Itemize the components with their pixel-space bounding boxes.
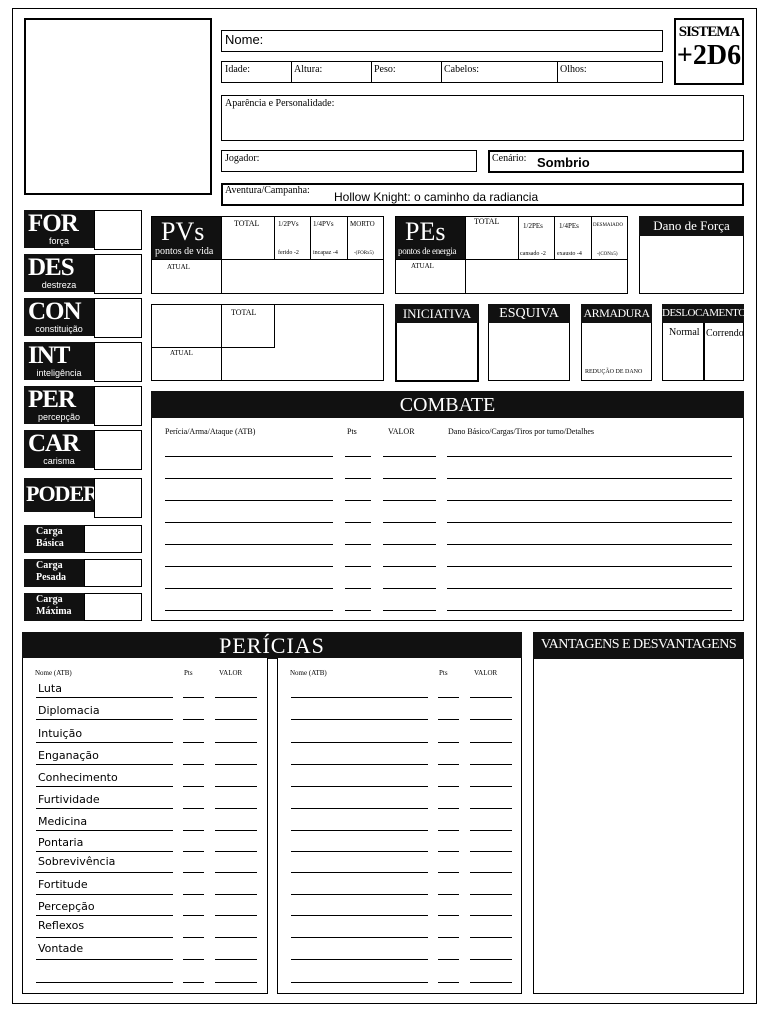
attr-car-name: carisma bbox=[43, 456, 75, 466]
pericia-right-row-2-field-1[interactable] bbox=[291, 719, 428, 720]
skill-name: Fortitude bbox=[38, 878, 88, 891]
deslocamento-normal-value[interactable] bbox=[663, 340, 703, 380]
pericia-left-row-9-field-1[interactable] bbox=[36, 872, 173, 873]
logo-bottom-text: +2D6 bbox=[676, 40, 742, 71]
combate-row-7-field-3[interactable] bbox=[383, 588, 436, 589]
pericia-left-row-11-field-1[interactable] bbox=[36, 915, 173, 916]
pericia-right-row-10-field-2[interactable] bbox=[438, 894, 459, 895]
pericia-left-row-7-field-2[interactable] bbox=[183, 830, 204, 831]
cenario-field[interactable] bbox=[488, 150, 744, 173]
nome-field[interactable] bbox=[221, 30, 663, 52]
carga-maxima-badge bbox=[24, 593, 84, 621]
carga-pesada-l2: Pesada bbox=[36, 572, 66, 583]
pericia-right-row-3-field-2[interactable] bbox=[438, 742, 459, 743]
pes-cansado-label: cansado -2 bbox=[520, 251, 546, 257]
pericia-right-row-9-field-1[interactable] bbox=[291, 872, 428, 873]
combate-row-5-field-1[interactable] bbox=[165, 544, 333, 545]
pericia-left-row-11-field-3[interactable] bbox=[215, 915, 257, 916]
armadura-header bbox=[581, 304, 652, 323]
idade-label: Idade: bbox=[225, 64, 250, 75]
skill-name: Conhecimento bbox=[38, 771, 118, 784]
combate-row-8-field-1[interactable] bbox=[165, 610, 333, 611]
sistema-2d6-logo bbox=[674, 18, 744, 85]
attr-des-name: destreza bbox=[41, 280, 77, 290]
pericia-left-row-10-field-3[interactable] bbox=[215, 894, 257, 895]
pericia-right-row-9-field-3[interactable] bbox=[470, 872, 512, 873]
pvs-ferido-label: ferido -2 bbox=[278, 250, 299, 256]
pericia-left-row-2-field-1[interactable] bbox=[36, 719, 173, 720]
aventura-value: Hollow Knight: o caminho da radiancia bbox=[334, 190, 539, 204]
altura-label: Altura: bbox=[294, 64, 323, 75]
pericia-right-row-1-field-1[interactable] bbox=[291, 697, 428, 698]
carga-basica-value[interactable] bbox=[84, 525, 142, 553]
combate-row-7-field-2[interactable] bbox=[345, 588, 371, 589]
peso-label: Peso: bbox=[374, 64, 396, 75]
carga-basica-l2: Básica bbox=[36, 538, 64, 549]
iniciativa-header bbox=[395, 304, 479, 323]
pericia-left-row-14-field-1[interactable] bbox=[36, 982, 173, 983]
pericia-left-row-5-field-1[interactable] bbox=[36, 786, 173, 787]
carga-pesada-badge bbox=[24, 559, 84, 587]
pericia-right-row-14-field-1[interactable] bbox=[291, 982, 428, 983]
correndo-label: Correndo bbox=[706, 328, 744, 339]
pes-desmaiado-cell[interactable] bbox=[591, 216, 628, 260]
pericia-right-row-12-field-3[interactable] bbox=[470, 937, 512, 938]
pericia-right-row-5-field-1[interactable] bbox=[291, 786, 428, 787]
pericia-left-row-1-field-3[interactable] bbox=[215, 697, 257, 698]
armadura-label: ARMADURA bbox=[583, 306, 650, 320]
combate-row-1-field-4[interactable] bbox=[447, 456, 732, 457]
combate-row-5-field-2[interactable] bbox=[345, 544, 371, 545]
deslocamento-label: DESLOCAMENTO bbox=[662, 307, 746, 319]
combate-row-4-field-4[interactable] bbox=[447, 522, 732, 523]
pericia-left-row-6-field-2[interactable] bbox=[183, 808, 204, 809]
pericia-left-row-2-field-2[interactable] bbox=[183, 719, 204, 720]
combate-row-6-field-4[interactable] bbox=[447, 566, 732, 567]
skill-name: Vontade bbox=[38, 942, 84, 955]
pericia-left-row-9-field-2[interactable] bbox=[183, 872, 204, 873]
pericia-left-row-13-field-3[interactable] bbox=[215, 959, 257, 960]
pericia-left-row-8-field-3[interactable] bbox=[215, 851, 257, 852]
attr-con-badge bbox=[24, 298, 94, 336]
pericia-right-row-4-field-1[interactable] bbox=[291, 764, 428, 765]
dano-forca-label: Dano de Força bbox=[653, 218, 730, 233]
pericia-left-row-6-field-1[interactable] bbox=[36, 808, 173, 809]
attr-per-name: percepção bbox=[37, 412, 81, 422]
extra-atual-label: ATUAL bbox=[170, 349, 193, 357]
pvs-morto-label: MORTO bbox=[350, 220, 375, 228]
pericia-right-row-10-field-3[interactable] bbox=[470, 894, 512, 895]
pericia-right-row-8-field-2[interactable] bbox=[438, 851, 459, 852]
idade-field[interactable] bbox=[221, 61, 292, 83]
skill-name: Reflexos bbox=[38, 919, 85, 932]
pericia-left-row-8-field-1[interactable] bbox=[36, 851, 173, 852]
pes-badge bbox=[396, 217, 465, 259]
skill-name: Percepção bbox=[38, 900, 95, 913]
pericia-right-row-7-field-3[interactable] bbox=[470, 830, 512, 831]
pericias-title: PERÍCIAS bbox=[219, 633, 325, 658]
combate-section bbox=[151, 391, 744, 621]
olhos-field[interactable] bbox=[557, 61, 663, 83]
esquiva-header bbox=[488, 304, 570, 323]
pericia-left-row-10-field-2[interactable] bbox=[183, 894, 204, 895]
combate-row-3-field-3[interactable] bbox=[383, 500, 436, 501]
attr-con-abbr: CON bbox=[28, 298, 81, 325]
skill-name: Intuição bbox=[38, 727, 83, 740]
pvs-half-cell[interactable] bbox=[274, 216, 311, 260]
combate-row-1-field-2[interactable] bbox=[345, 456, 371, 457]
attr-per-badge bbox=[24, 386, 94, 424]
pericias-left-col-valor: VALOR bbox=[219, 669, 243, 677]
pericia-right-row-13-field-1[interactable] bbox=[291, 959, 428, 960]
pes-total-label: TOTAL bbox=[474, 217, 500, 226]
pericia-right-row-6-field-1[interactable] bbox=[291, 808, 428, 809]
combate-row-5-field-4[interactable] bbox=[447, 544, 732, 545]
pericia-left-row-10-field-1[interactable] bbox=[36, 894, 173, 895]
pericia-left-row-8-field-2[interactable] bbox=[183, 851, 204, 852]
dano-forca-header bbox=[639, 216, 744, 236]
pericia-right-row-3-field-3[interactable] bbox=[470, 742, 512, 743]
attr-car-badge bbox=[24, 430, 94, 468]
combate-row-8-field-3[interactable] bbox=[383, 610, 436, 611]
pericia-left-row-5-field-3[interactable] bbox=[215, 786, 257, 787]
jogador-field[interactable] bbox=[221, 150, 477, 172]
skill-name: Medicina bbox=[38, 815, 88, 828]
pericia-right-row-2-field-3[interactable] bbox=[470, 719, 512, 720]
skill-name: Sobrevivência bbox=[38, 855, 116, 868]
carga-basica-l1: Carga bbox=[36, 526, 63, 537]
pericia-left-row-13-field-1[interactable] bbox=[36, 959, 173, 960]
cabelos-field[interactable] bbox=[441, 61, 558, 83]
skill-name: Enganação bbox=[38, 749, 99, 762]
reducao-label: REDUÇÃO DE DANO bbox=[585, 369, 643, 375]
pericias-right-col-valor: VALOR bbox=[474, 669, 498, 677]
pericia-right-row-6-field-2[interactable] bbox=[438, 808, 459, 809]
poder-label: PODER bbox=[26, 481, 98, 506]
combate-row-3-field-2[interactable] bbox=[345, 500, 371, 501]
combate-row-7-field-4[interactable] bbox=[447, 588, 732, 589]
skill-name: Diplomacia bbox=[38, 704, 100, 717]
nome-label: Nome: bbox=[225, 32, 264, 47]
carga-pesada-l1: Carga bbox=[36, 560, 63, 571]
pes-subtitle: pontos de energia bbox=[398, 246, 457, 256]
pes-half-label: 1/2PEs bbox=[523, 222, 543, 230]
pes-quarter-label: 1/4PEs bbox=[559, 222, 579, 230]
pes-half-cell[interactable] bbox=[518, 216, 555, 260]
attr-car-value[interactable] bbox=[94, 430, 142, 470]
pericia-left-row-4-field-1[interactable] bbox=[36, 764, 173, 765]
pericia-left-row-7-field-1[interactable] bbox=[36, 830, 173, 831]
combate-header bbox=[151, 391, 744, 418]
pvs-morto-cell[interactable] bbox=[347, 216, 384, 260]
pericia-right-row-6-field-3[interactable] bbox=[470, 808, 512, 809]
attr-con-name: constituição bbox=[35, 324, 83, 334]
attr-des-value[interactable] bbox=[94, 254, 142, 294]
attr-des-abbr: DES bbox=[28, 254, 74, 281]
pericia-left-row-4-field-2[interactable] bbox=[183, 764, 204, 765]
deslocamento-header bbox=[662, 304, 744, 323]
combate-row-2-field-2[interactable] bbox=[345, 478, 371, 479]
aparencia-field[interactable] bbox=[221, 95, 744, 141]
carga-maxima-value[interactable] bbox=[84, 593, 142, 621]
pvs-badge bbox=[152, 217, 221, 259]
carga-maxima-l1: Carga bbox=[36, 594, 63, 605]
pericias-left-col-pts: Pts bbox=[184, 669, 193, 677]
pericias-right-col-pts: Pts bbox=[439, 669, 448, 677]
pericia-left-row-13-field-2[interactable] bbox=[183, 959, 204, 960]
combate-row-3-field-4[interactable] bbox=[447, 500, 732, 501]
attr-per-abbr: PER bbox=[28, 386, 75, 413]
pericias-col-right bbox=[277, 658, 522, 994]
extra-total-label: TOTAL bbox=[231, 308, 257, 317]
pericia-right-row-13-field-2[interactable] bbox=[438, 959, 459, 960]
combate-row-2-field-3[interactable] bbox=[383, 478, 436, 479]
pericia-left-row-12-field-3[interactable] bbox=[215, 937, 257, 938]
vantagens-header bbox=[533, 632, 744, 659]
pvs-half-label: 1/2PVs bbox=[278, 220, 299, 228]
pvs-total-label: TOTAL bbox=[234, 219, 260, 228]
iniciativa-label: INICIATIVA bbox=[402, 306, 472, 321]
combate-row-4-field-2[interactable] bbox=[345, 522, 371, 523]
pericia-right-row-10-field-1[interactable] bbox=[291, 894, 428, 895]
pericia-right-row-5-field-2[interactable] bbox=[438, 786, 459, 787]
pvs-total-cell[interactable] bbox=[221, 216, 275, 260]
carga-pesada-value[interactable] bbox=[84, 559, 142, 587]
pericia-right-row-14-field-3[interactable] bbox=[470, 982, 512, 983]
combate-row-6-field-2[interactable] bbox=[345, 566, 371, 567]
pericia-left-row-6-field-3[interactable] bbox=[215, 808, 257, 809]
combate-col-pericia: Perícia/Arma/Ataque (ATB) bbox=[165, 427, 256, 436]
pvs-atual-value[interactable] bbox=[221, 259, 384, 294]
combate-row-7-field-1[interactable] bbox=[165, 588, 333, 589]
carga-maxima-l2: Máxima bbox=[36, 606, 72, 617]
pericia-left-row-7-field-3[interactable] bbox=[215, 830, 257, 831]
peso-field[interactable] bbox=[371, 61, 442, 83]
pvs-quarter-label: 1/4PVs bbox=[313, 220, 334, 228]
combate-row-4-field-1[interactable] bbox=[165, 522, 333, 523]
normal-label: Normal bbox=[669, 327, 700, 338]
esquiva-label: ESQUIVA bbox=[499, 306, 559, 321]
jogador-label: Jogador: bbox=[225, 153, 260, 164]
aventura-field[interactable] bbox=[221, 183, 744, 206]
combate-row-2-field-4[interactable] bbox=[447, 478, 732, 479]
pvs-atual-label: ATUAL bbox=[167, 263, 190, 271]
altura-field[interactable] bbox=[291, 61, 372, 83]
skill-name: Luta bbox=[38, 682, 62, 695]
pericia-left-row-2-field-3[interactable] bbox=[215, 719, 257, 720]
pes-atual-value[interactable] bbox=[465, 259, 628, 294]
attr-int-abbr: INT bbox=[28, 342, 70, 369]
pericia-right-row-11-field-1[interactable] bbox=[291, 915, 428, 916]
pericia-right-row-7-field-1[interactable] bbox=[291, 830, 428, 831]
pericia-left-row-14-field-3[interactable] bbox=[215, 982, 257, 983]
pericia-left-row-11-field-2[interactable] bbox=[183, 915, 204, 916]
logo-top-text: SISTEMA bbox=[678, 24, 740, 40]
extra-divider bbox=[151, 347, 221, 348]
pericia-right-row-2-field-2[interactable] bbox=[438, 719, 459, 720]
pericia-right-row-3-field-1[interactable] bbox=[291, 742, 428, 743]
skill-name: Furtividade bbox=[38, 793, 100, 806]
pericia-left-row-5-field-2[interactable] bbox=[183, 786, 204, 787]
poder-value[interactable] bbox=[94, 478, 142, 518]
pvs-for-note: -(FORx5) bbox=[354, 251, 374, 256]
combate-row-8-field-4[interactable] bbox=[447, 610, 732, 611]
attr-car-abbr: CAR bbox=[28, 430, 80, 457]
pes-exausto-label: exausto -4 bbox=[557, 251, 582, 257]
pericia-right-row-8-field-1[interactable] bbox=[291, 851, 428, 852]
attr-for-name: força bbox=[48, 236, 69, 246]
pericia-right-row-7-field-2[interactable] bbox=[438, 830, 459, 831]
carga-basica-badge bbox=[24, 525, 84, 553]
pes-con-note: -(CONx5) bbox=[597, 252, 618, 257]
pericia-left-row-9-field-3[interactable] bbox=[215, 872, 257, 873]
attr-for-abbr: FOR bbox=[28, 210, 78, 237]
pvs-title: PVs bbox=[161, 217, 205, 246]
pericia-left-row-12-field-2[interactable] bbox=[183, 937, 204, 938]
pericias-left-col-nome: Nome (ATB) bbox=[35, 669, 72, 677]
pericia-right-row-13-field-3[interactable] bbox=[470, 959, 512, 960]
attr-int-value[interactable] bbox=[94, 342, 142, 382]
pvs-incapaz-label: incapaz -4 bbox=[313, 250, 338, 256]
combate-row-8-field-2[interactable] bbox=[345, 610, 371, 611]
pericia-left-row-14-field-2[interactable] bbox=[183, 982, 204, 983]
pericia-right-row-9-field-2[interactable] bbox=[438, 872, 459, 873]
pericia-right-row-1-field-2[interactable] bbox=[438, 697, 459, 698]
combate-col-valor: VALOR bbox=[388, 427, 415, 436]
aventura-label: Aventura/Campanha: bbox=[225, 185, 310, 196]
cenario-value: Sombrio bbox=[537, 155, 590, 170]
pericias-right-col-nome: Nome (ATB) bbox=[290, 669, 327, 677]
combate-row-2-field-1[interactable] bbox=[165, 478, 333, 479]
pes-quarter-cell[interactable] bbox=[554, 216, 592, 260]
pericia-left-row-3-field-1[interactable] bbox=[36, 742, 173, 743]
pericia-right-row-14-field-2[interactable] bbox=[438, 982, 459, 983]
combate-row-5-field-3[interactable] bbox=[383, 544, 436, 545]
combate-title: COMBATE bbox=[399, 394, 496, 416]
pericia-right-row-5-field-3[interactable] bbox=[470, 786, 512, 787]
pericias-header bbox=[22, 632, 522, 659]
combate-row-1-field-1[interactable] bbox=[165, 456, 333, 457]
pvs-quarter-cell[interactable] bbox=[310, 216, 348, 260]
pericia-left-row-12-field-1[interactable] bbox=[36, 937, 173, 938]
combate-col-dano: Dano Básico/Cargas/Tiros por turno/Detalhes bbox=[448, 427, 594, 436]
combate-row-6-field-3[interactable] bbox=[383, 566, 436, 567]
skill-name: Pontaria bbox=[38, 836, 84, 849]
pericia-left-row-3-field-3[interactable] bbox=[215, 742, 257, 743]
attr-for-badge bbox=[24, 210, 94, 248]
pvs-subtitle: pontos de vida bbox=[155, 246, 214, 257]
combate-row-1-field-3[interactable] bbox=[383, 456, 436, 457]
cenario-label: Cenário: bbox=[492, 153, 527, 164]
attr-int-name: inteligência bbox=[36, 368, 82, 378]
portrait-box[interactable] bbox=[24, 18, 212, 195]
cabelos-label: Cabelos: bbox=[444, 64, 479, 75]
combate-row-3-field-1[interactable] bbox=[165, 500, 333, 501]
pericia-right-row-12-field-2[interactable] bbox=[438, 937, 459, 938]
deslocamento-correndo-value[interactable] bbox=[705, 340, 743, 380]
pericia-right-row-11-field-2[interactable] bbox=[438, 915, 459, 916]
olhos-label: Olhos: bbox=[560, 64, 587, 75]
attr-des-badge bbox=[24, 254, 94, 292]
combate-row-6-field-1[interactable] bbox=[165, 566, 333, 567]
poder-badge bbox=[24, 478, 98, 512]
vantagens-title: VANTAGENS E DESVANTAGENS bbox=[540, 637, 737, 652]
pericia-right-row-4-field-2[interactable] bbox=[438, 764, 459, 765]
combate-row-4-field-3[interactable] bbox=[383, 522, 436, 523]
extra-total-cell[interactable] bbox=[221, 304, 275, 348]
pes-desmaiado-label: DESMAIADO bbox=[593, 223, 623, 228]
attr-con-value[interactable] bbox=[94, 298, 142, 338]
pericia-left-row-4-field-3[interactable] bbox=[215, 764, 257, 765]
extra-atual-value[interactable] bbox=[221, 347, 222, 381]
combate-col-pts: Pts bbox=[347, 427, 357, 436]
pericia-left-row-1-field-1[interactable] bbox=[36, 697, 173, 698]
pericia-left-row-1-field-2[interactable] bbox=[183, 697, 204, 698]
attr-per-value[interactable] bbox=[94, 386, 142, 426]
pericia-right-row-12-field-1[interactable] bbox=[291, 937, 428, 938]
pericia-right-row-1-field-3[interactable] bbox=[470, 697, 512, 698]
vantagens-box[interactable] bbox=[533, 632, 744, 994]
pericia-right-row-11-field-3[interactable] bbox=[470, 915, 512, 916]
attr-for-value[interactable] bbox=[94, 210, 142, 250]
pes-total-cell[interactable] bbox=[465, 216, 519, 260]
pes-atual-label: ATUAL bbox=[411, 262, 434, 270]
aparencia-label: Aparência e Personalidade: bbox=[225, 98, 335, 109]
pes-title: PEs bbox=[405, 217, 446, 246]
pericia-left-row-3-field-2[interactable] bbox=[183, 742, 204, 743]
pericia-right-row-8-field-3[interactable] bbox=[470, 851, 512, 852]
pericia-right-row-4-field-3[interactable] bbox=[470, 764, 512, 765]
attr-int-badge bbox=[24, 342, 94, 380]
